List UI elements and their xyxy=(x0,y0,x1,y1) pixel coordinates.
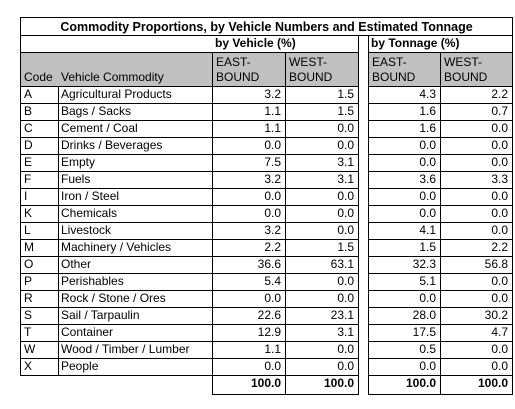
row-code: T xyxy=(20,324,59,342)
row-code: X xyxy=(20,358,59,376)
row-tonnage-westbound: 0.0 xyxy=(440,358,513,376)
row-vehicle-eastbound: 1.1 xyxy=(212,103,286,121)
row-tonnage-eastbound: 28.0 xyxy=(368,307,441,325)
row-commodity: Perishables xyxy=(58,273,213,291)
row-vehicle-eastbound: 3.2 xyxy=(212,222,286,240)
row-commodity: Wood / Timber / Lumber xyxy=(58,341,213,359)
row-code: M xyxy=(20,239,59,257)
row-commodity: Iron / Steel xyxy=(58,188,213,206)
row-vehicle-eastbound: 0.0 xyxy=(212,358,286,376)
row-vehicle-eastbound: 0.0 xyxy=(212,137,286,155)
column-header-tonnage-westbound-line-1: WEST- xyxy=(444,55,482,69)
column-header-tonnage-westbound-line-2: BOUND xyxy=(444,70,488,84)
row-commodity: Livestock xyxy=(58,222,213,240)
group-header-by-tonnage: by Tonnage (%) xyxy=(368,35,513,53)
row-tonnage-eastbound: 0.0 xyxy=(368,154,441,172)
table-title: Commodity Proportions, by Vehicle Numbers and Estimated Tonnage xyxy=(20,17,513,36)
row-tonnage-eastbound: 3.6 xyxy=(368,171,441,189)
row-code: E xyxy=(20,154,59,172)
row-code: F xyxy=(20,171,59,189)
row-code: D xyxy=(20,137,59,155)
row-tonnage-westbound: 0.0 xyxy=(440,222,513,240)
row-tonnage-eastbound: 0.0 xyxy=(368,188,441,206)
row-commodity: Other xyxy=(58,256,213,274)
row-code: W xyxy=(20,341,59,359)
row-vehicle-westbound: 0.0 xyxy=(285,290,359,308)
row-tonnage-westbound: 0.0 xyxy=(440,205,513,223)
row-vehicle-westbound: 3.1 xyxy=(285,154,359,172)
row-tonnage-eastbound: 1.6 xyxy=(368,103,441,121)
column-header-tonnage-eastbound-line-2: BOUND xyxy=(372,70,416,84)
row-tonnage-westbound: 2.2 xyxy=(440,239,513,257)
row-tonnage-westbound: 0.0 xyxy=(440,341,513,359)
column-header-tonnage-eastbound xyxy=(368,52,441,87)
group-header-by-vehicle: by Vehicle (%) xyxy=(20,35,359,53)
column-header-commodity: Vehicle Commodity xyxy=(58,52,213,87)
row-tonnage-westbound: 0.0 xyxy=(440,154,513,172)
row-commodity: Cement / Coal xyxy=(58,120,213,138)
row-vehicle-westbound: 0.0 xyxy=(285,137,359,155)
row-vehicle-westbound: 0.0 xyxy=(285,188,359,206)
column-header-vehicle-westbound xyxy=(285,52,359,87)
row-tonnage-eastbound: 32.3 xyxy=(368,256,441,274)
row-vehicle-westbound: 23.1 xyxy=(285,307,359,325)
row-vehicle-eastbound: 1.1 xyxy=(212,341,286,359)
row-vehicle-westbound: 3.1 xyxy=(285,171,359,189)
column-header-code: Code xyxy=(20,52,59,87)
column-header-vehicle-eastbound-line-2: BOUND xyxy=(216,70,260,84)
row-commodity: Agricultural Products xyxy=(58,86,213,104)
row-tonnage-westbound: 4.7 xyxy=(440,324,513,342)
row-vehicle-eastbound: 0.0 xyxy=(212,205,286,223)
row-code: C xyxy=(20,120,59,138)
row-vehicle-westbound: 0.0 xyxy=(285,120,359,138)
row-tonnage-westbound: 0.0 xyxy=(440,137,513,155)
row-code: S xyxy=(20,307,59,325)
row-vehicle-eastbound: 1.1 xyxy=(212,120,286,138)
row-tonnage-westbound: 0.0 xyxy=(440,290,513,308)
column-header-tonnage-westbound xyxy=(440,52,513,87)
row-tonnage-eastbound: 5.1 xyxy=(368,273,441,291)
row-vehicle-westbound: 0.0 xyxy=(285,341,359,359)
row-tonnage-eastbound: 17.5 xyxy=(368,324,441,342)
row-tonnage-westbound: 2.2 xyxy=(440,86,513,104)
row-vehicle-westbound: 0.0 xyxy=(285,222,359,240)
column-header-vehicle-westbound-line-1: WEST- xyxy=(289,55,327,69)
row-code: K xyxy=(20,205,59,223)
column-header-vehicle-eastbound-line-1: EAST- xyxy=(216,55,251,69)
row-commodity: Rock / Stone / Ores xyxy=(58,290,213,308)
row-vehicle-eastbound: 3.2 xyxy=(212,86,286,104)
row-code: R xyxy=(20,290,59,308)
row-vehicle-westbound: 63.1 xyxy=(285,256,359,274)
row-tonnage-westbound: 56.8 xyxy=(440,256,513,274)
row-vehicle-eastbound: 3.2 xyxy=(212,171,286,189)
row-vehicle-eastbound: 7.5 xyxy=(212,154,286,172)
row-vehicle-eastbound: 0.0 xyxy=(212,188,286,206)
total-tonnage-westbound: 100.0 xyxy=(440,375,513,395)
row-tonnage-westbound: 0.0 xyxy=(440,120,513,138)
row-tonnage-eastbound: 4.3 xyxy=(368,86,441,104)
row-commodity: People xyxy=(58,358,213,376)
row-vehicle-westbound: 1.5 xyxy=(285,103,359,121)
column-header-vehicle-eastbound xyxy=(212,52,286,87)
row-commodity: Drinks / Beverages xyxy=(58,137,213,155)
row-code: L xyxy=(20,222,59,240)
row-commodity: Sail / Tarpaulin xyxy=(58,307,213,325)
row-code: I xyxy=(20,188,59,206)
row-tonnage-eastbound: 0.0 xyxy=(368,358,441,376)
total-vehicle-westbound: 100.0 xyxy=(285,375,359,395)
row-code: O xyxy=(20,256,59,274)
row-vehicle-eastbound: 2.2 xyxy=(212,239,286,257)
row-vehicle-eastbound: 36.6 xyxy=(212,256,286,274)
row-vehicle-westbound: 1.5 xyxy=(285,239,359,257)
row-commodity: Empty xyxy=(58,154,213,172)
row-code: P xyxy=(20,273,59,291)
row-tonnage-eastbound: 1.6 xyxy=(368,120,441,138)
row-vehicle-westbound: 0.0 xyxy=(285,273,359,291)
row-tonnage-eastbound: 4.1 xyxy=(368,222,441,240)
row-vehicle-westbound: 3.1 xyxy=(285,324,359,342)
row-commodity: Bags / Sacks xyxy=(58,103,213,121)
row-commodity: Chemicals xyxy=(58,205,213,223)
row-code: A xyxy=(20,86,59,104)
row-vehicle-westbound: 1.5 xyxy=(285,86,359,104)
column-header-tonnage-eastbound-line-1: EAST- xyxy=(372,55,407,69)
row-tonnage-eastbound: 0.0 xyxy=(368,137,441,155)
row-tonnage-westbound: 3.3 xyxy=(440,171,513,189)
column-header-vehicle-westbound-line-2: BOUND xyxy=(289,70,333,84)
row-tonnage-eastbound: 0.0 xyxy=(368,205,441,223)
row-tonnage-westbound: 0.0 xyxy=(440,188,513,206)
row-vehicle-eastbound: 22.6 xyxy=(212,307,286,325)
row-commodity: Fuels xyxy=(58,171,213,189)
row-vehicle-westbound: 0.0 xyxy=(285,358,359,376)
row-tonnage-westbound: 0.7 xyxy=(440,103,513,121)
total-vehicle-eastbound: 100.0 xyxy=(212,375,286,395)
row-code: B xyxy=(20,103,59,121)
row-commodity: Machinery / Vehicles xyxy=(58,239,213,257)
row-vehicle-westbound: 0.0 xyxy=(285,205,359,223)
row-vehicle-eastbound: 5.4 xyxy=(212,273,286,291)
row-vehicle-eastbound: 12.9 xyxy=(212,324,286,342)
total-tonnage-eastbound: 100.0 xyxy=(368,375,441,395)
row-tonnage-eastbound: 0.5 xyxy=(368,341,441,359)
row-vehicle-eastbound: 0.0 xyxy=(212,290,286,308)
row-tonnage-eastbound: 0.0 xyxy=(368,290,441,308)
row-tonnage-westbound: 0.0 xyxy=(440,273,513,291)
row-tonnage-eastbound: 1.5 xyxy=(368,239,441,257)
row-tonnage-westbound: 30.2 xyxy=(440,307,513,325)
row-commodity: Container xyxy=(58,324,213,342)
